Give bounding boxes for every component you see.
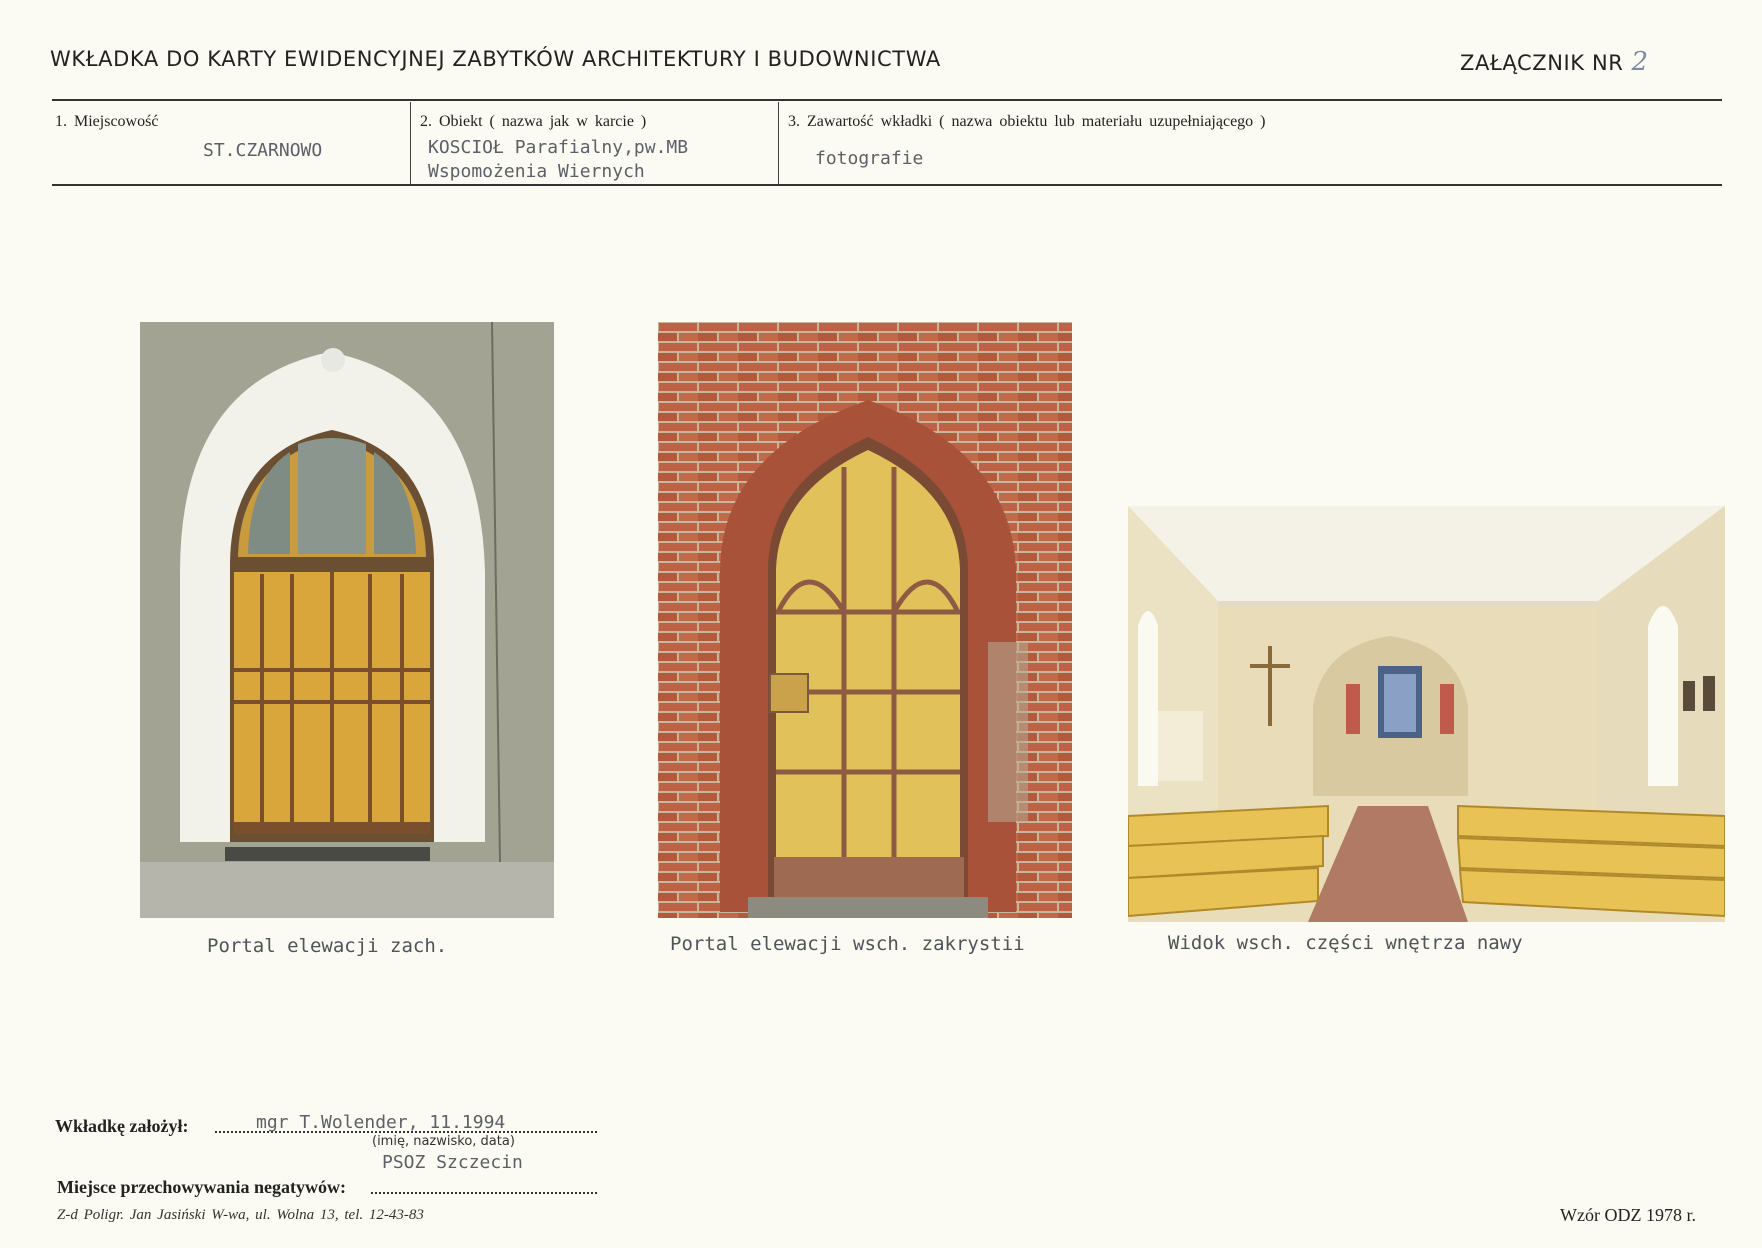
photo-west-portal [140,322,554,918]
caption-west-portal: Portal elewacji zach. [207,935,448,957]
negatives-label: Miejsce przechowywania negatywów: [57,1177,346,1197]
template-id: Wzór ODZ 1978 r. [1560,1205,1696,1225]
object-value-line1: KOSCIOŁ Parafialny,pw.MB [428,137,689,158]
header-rule-bottom [52,184,1722,186]
photo-sacristy-portal [658,322,1072,918]
field-separator [410,102,411,184]
object-label: 2. Obiekt ( nazwa jak w karcie ) [420,113,647,130]
caption-nave-interior: Widok wsch. części wnętrza nawy [1168,932,1523,954]
locality-value: ST.CZARNOWO [203,140,323,161]
content-label: 3. Zawartość wkładki ( nazwa obiektu lub materiału uzupełniającego ) [788,113,1266,130]
attachment-number [1460,47,1649,77]
object-value-line2: Wspomożenia Wiernych [428,161,645,182]
created-by-label: Wkładkę założył: [55,1116,189,1136]
document-title: WKŁADKA DO KARTY EWIDENCYJNEJ ZABYTKÓW ARCHITEKTURY I BUDOWNICTWA [50,47,941,71]
institution-value: PSOZ Szczecin [382,1152,523,1173]
created-by-value: mgr T.Wolender, 11.1994 [256,1112,506,1133]
created-by-hint: (imię, nazwisko, data) [372,1134,515,1149]
negatives-line [371,1192,597,1194]
attachment-label: ZAŁĄCZNIK NR [1460,51,1624,75]
photo-nave-interior [1128,506,1725,922]
content-value: fotografie [815,148,924,169]
printer-imprint: Z-d Poligr. Jan Jasiński W-wa, ul. Wolna 13, tel. 12-43-83 [57,1207,424,1223]
attachment-number-handwritten: 2 [1631,47,1649,77]
caption-sacristy-portal: Portal elewacji wsch. zakrystii [670,933,1025,955]
locality-label: 1. Miejscowość [55,113,159,130]
field-separator [778,102,779,184]
header-rule-top [52,99,1722,101]
